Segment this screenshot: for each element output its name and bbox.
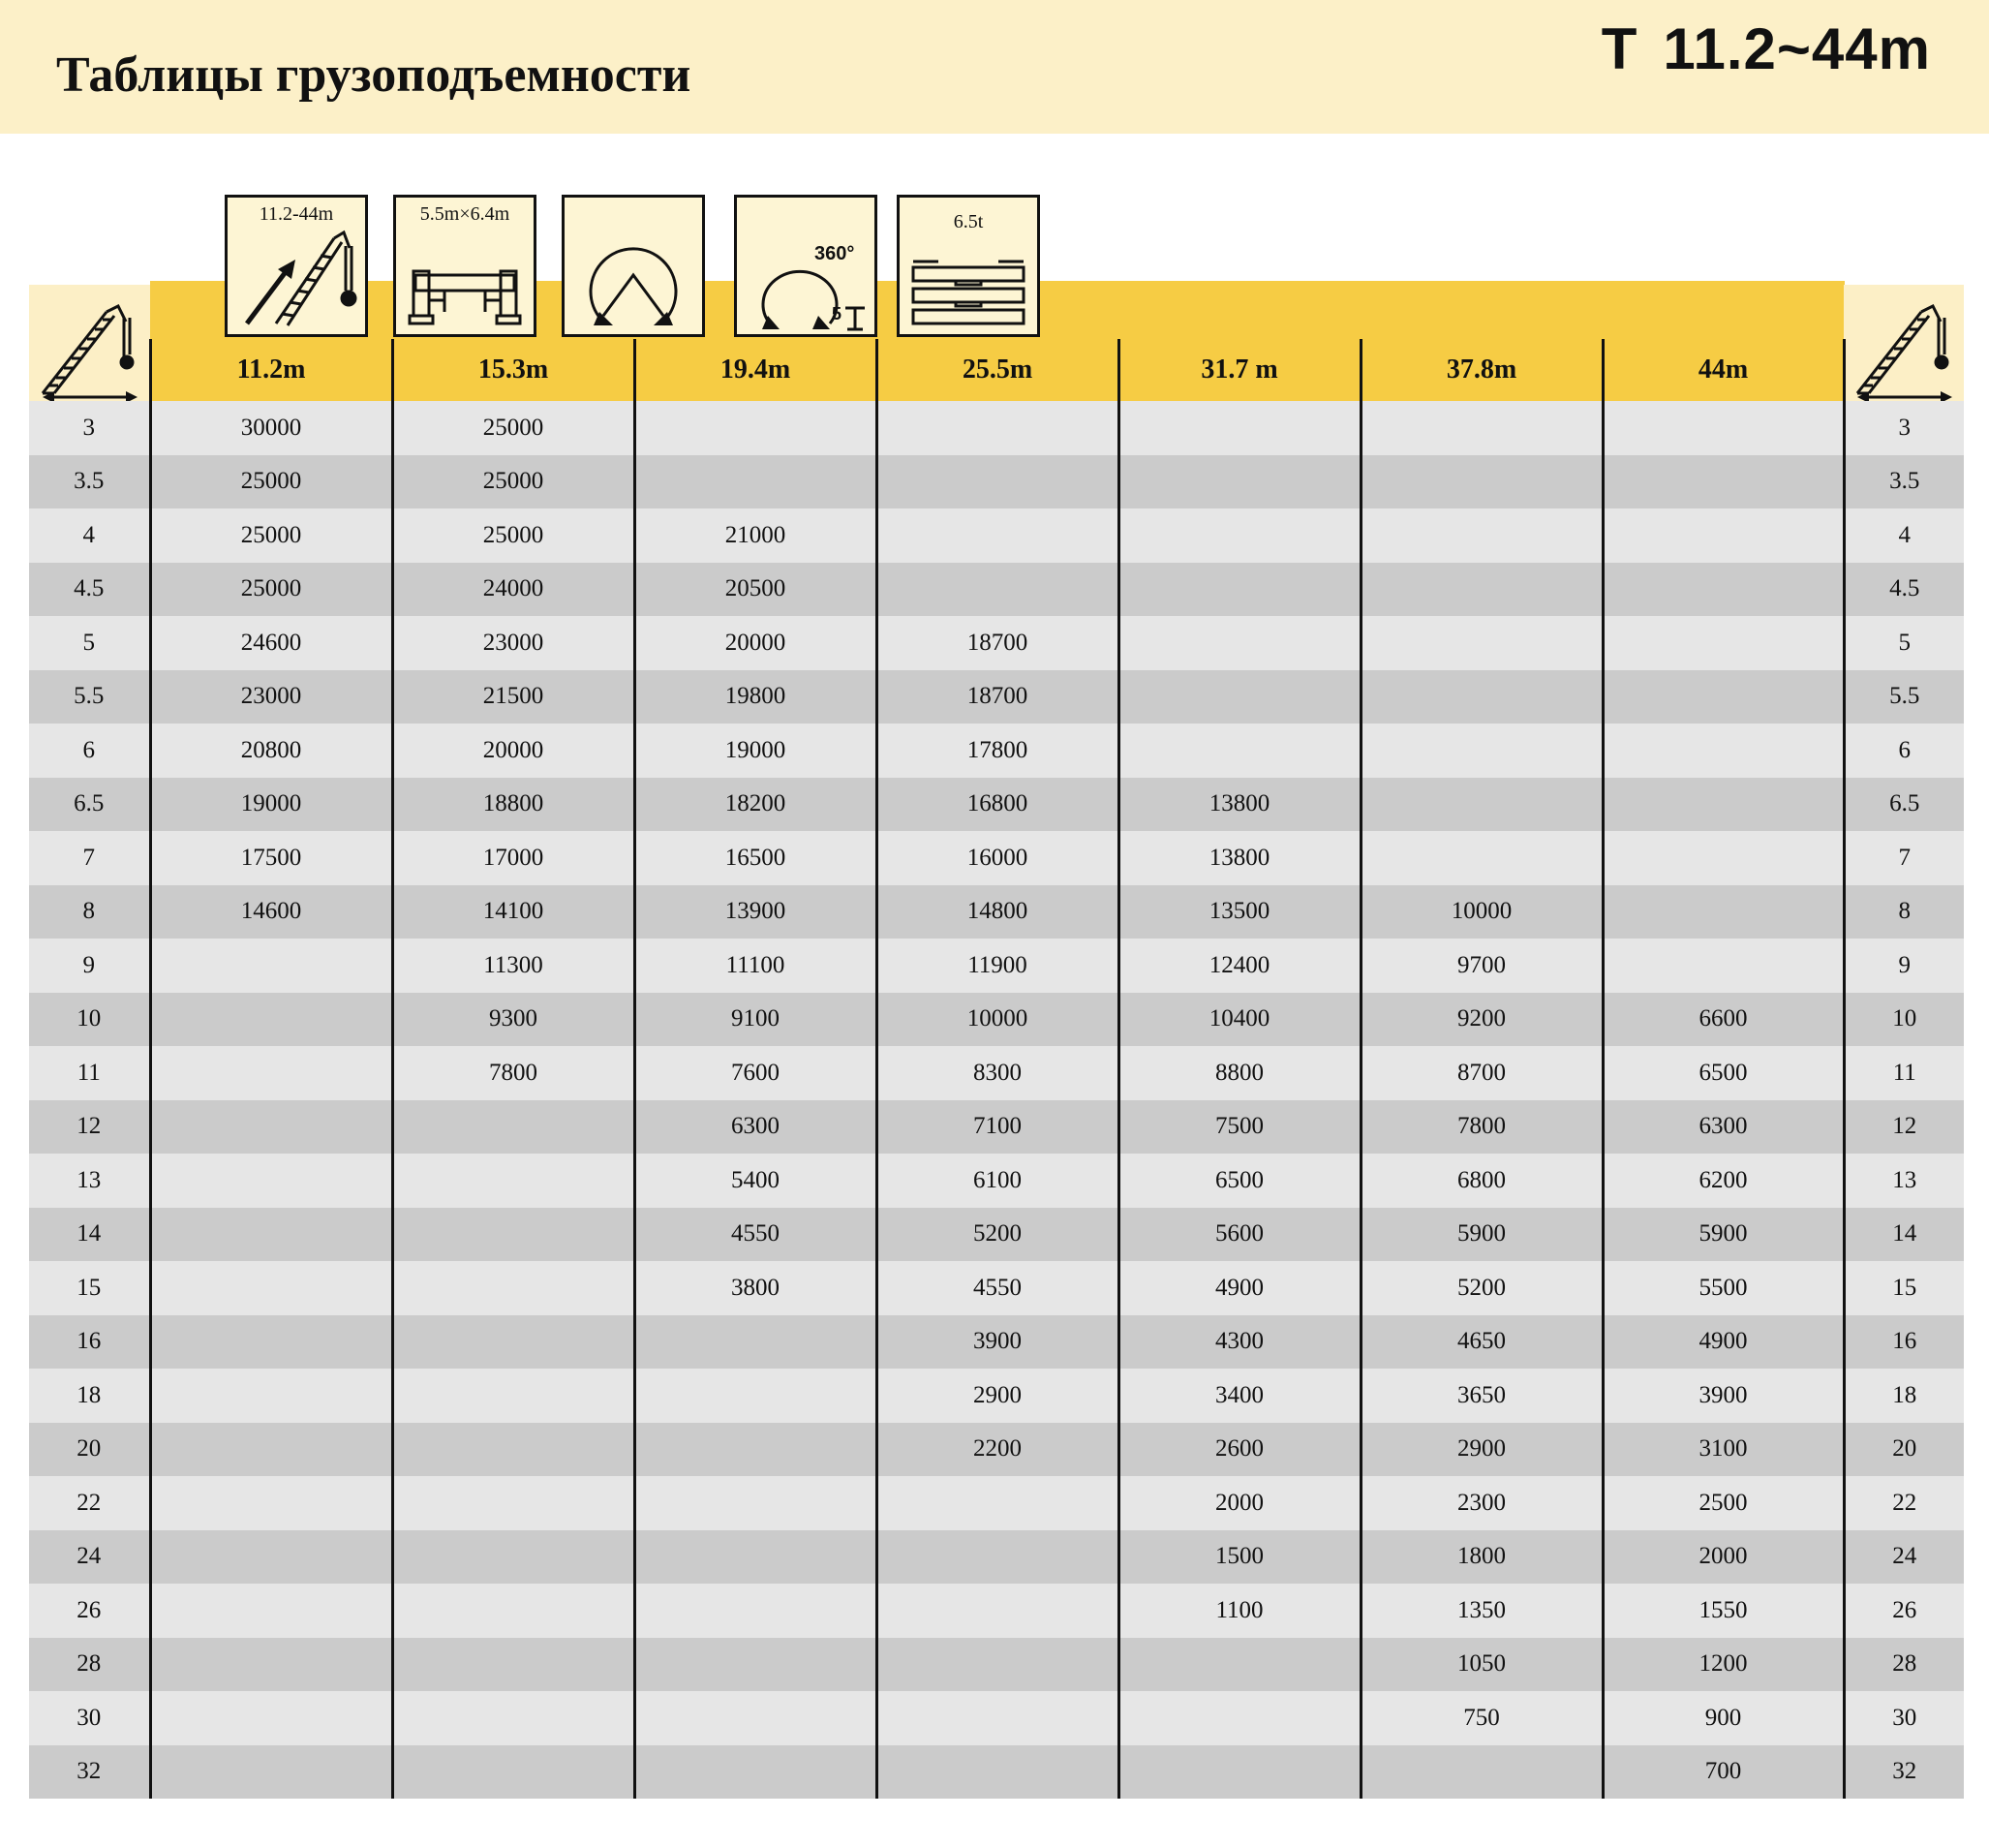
load-value-cell: 8800 — [1118, 1046, 1361, 1100]
load-chart-body — [29, 401, 1964, 1799]
boom-length-header: 31.7 m — [1118, 339, 1361, 401]
load-value-cell — [150, 1154, 392, 1208]
load-value-cell — [1361, 455, 1603, 509]
load-value-cell: 3100 — [1603, 1423, 1844, 1477]
load-value-cell: 7800 — [392, 1046, 634, 1100]
load-value-cell: 4650 — [1361, 1315, 1603, 1370]
load-chart-table — [29, 339, 1964, 1799]
load-value-cell: 21500 — [392, 670, 634, 724]
load-value-cell: 4900 — [1603, 1315, 1844, 1370]
load-value-cell: 5600 — [1118, 1208, 1361, 1262]
radius-cell-left: 6 — [29, 724, 150, 778]
load-value-cell: 7500 — [1118, 1100, 1361, 1155]
radius-cell-right: 3 — [1844, 401, 1964, 455]
load-value-cell — [876, 401, 1118, 455]
load-value-cell — [634, 1745, 876, 1800]
load-value-cell — [392, 1315, 634, 1370]
load-value-cell: 6500 — [1118, 1154, 1361, 1208]
load-value-cell: 19800 — [634, 670, 876, 724]
radius-cell-left: 22 — [29, 1476, 150, 1530]
load-value-cell: 24000 — [392, 563, 634, 617]
load-value-cell — [392, 1208, 634, 1262]
load-value-cell: 25000 — [150, 455, 392, 509]
load-value-cell: 18700 — [876, 670, 1118, 724]
table-row — [29, 1100, 1964, 1155]
load-value-cell — [876, 1530, 1118, 1585]
radius-cell-left: 6.5 — [29, 778, 150, 832]
table-row — [29, 831, 1964, 885]
load-value-cell — [1603, 455, 1844, 509]
load-value-cell: 17000 — [392, 831, 634, 885]
radius-cell-right: 9 — [1844, 939, 1964, 993]
radius-cell-right: 14 — [1844, 1208, 1964, 1262]
table-row — [29, 939, 1964, 993]
outrigger-span-label: 5.5m×6.4m — [419, 203, 510, 225]
load-value-cell: 10000 — [1361, 885, 1603, 939]
radius-cell-right: 7 — [1844, 831, 1964, 885]
table-row — [29, 455, 1964, 509]
load-value-cell: 13800 — [1118, 831, 1361, 885]
load-value-cell: 1200 — [1603, 1638, 1844, 1692]
load-value-cell: 4550 — [634, 1208, 876, 1262]
load-value-cell — [392, 1476, 634, 1530]
load-value-cell: 1350 — [1361, 1584, 1603, 1638]
radius-cell-right: 4 — [1844, 508, 1964, 563]
load-value-cell: 3650 — [1361, 1369, 1603, 1423]
load-value-cell: 1550 — [1603, 1584, 1844, 1638]
load-value-cell — [150, 1691, 392, 1745]
load-value-cell — [876, 1584, 1118, 1638]
radius-cell-left: 15 — [29, 1261, 150, 1315]
table-row — [29, 1423, 1964, 1477]
load-value-cell — [1118, 1745, 1361, 1800]
load-value-cell — [150, 1100, 392, 1155]
model-title — [1602, 15, 1931, 82]
load-value-cell — [1603, 401, 1844, 455]
page-header — [0, 0, 1989, 134]
table-row — [29, 993, 1964, 1047]
load-value-cell — [634, 1369, 876, 1423]
load-value-cell — [150, 939, 392, 993]
load-value-cell: 5400 — [634, 1154, 876, 1208]
column-header-row — [29, 339, 1964, 401]
radius-header-right — [1844, 339, 1964, 401]
boom-length-header: 11.2m — [150, 339, 392, 401]
load-value-cell: 900 — [1603, 1691, 1844, 1745]
load-value-cell: 6300 — [634, 1100, 876, 1155]
radius-cell-right: 18 — [1844, 1369, 1964, 1423]
load-value-cell — [392, 1423, 634, 1477]
table-row — [29, 1691, 1964, 1745]
slewing-360-icon-box — [734, 195, 877, 337]
table-row — [29, 1261, 1964, 1315]
load-value-cell: 750 — [1361, 1691, 1603, 1745]
table-row — [29, 563, 1964, 617]
load-value-cell: 20000 — [634, 616, 876, 670]
radius-cell-right: 20 — [1844, 1423, 1964, 1477]
radius-cell-left: 5 — [29, 616, 150, 670]
radius-cell-left: 4 — [29, 508, 150, 563]
table-row — [29, 401, 1964, 455]
load-value-cell: 3800 — [634, 1261, 876, 1315]
load-value-cell: 9700 — [1361, 939, 1603, 993]
radius-cell-left: 13 — [29, 1154, 150, 1208]
load-value-cell: 1800 — [1361, 1530, 1603, 1585]
load-value-cell — [1603, 939, 1844, 993]
table-row — [29, 1208, 1964, 1262]
boom-length-header: 19.4m — [634, 339, 876, 401]
load-value-cell: 18800 — [392, 778, 634, 832]
load-value-cell: 3900 — [1603, 1369, 1844, 1423]
table-row — [29, 724, 1964, 778]
load-value-cell — [634, 1691, 876, 1745]
table-row — [29, 616, 1964, 670]
load-value-cell: 24600 — [150, 616, 392, 670]
load-value-cell — [1361, 778, 1603, 832]
radius-cell-left: 30 — [29, 1691, 150, 1745]
load-value-cell: 5500 — [1603, 1261, 1844, 1315]
load-value-cell: 6800 — [1361, 1154, 1603, 1208]
load-value-cell: 20000 — [392, 724, 634, 778]
table-row — [29, 1530, 1964, 1585]
load-value-cell: 11100 — [634, 939, 876, 993]
boom-length-header: 44m — [1603, 339, 1844, 401]
model-range: 11.2~44m — [1663, 16, 1931, 81]
load-value-cell — [634, 401, 876, 455]
load-value-cell: 2300 — [1361, 1476, 1603, 1530]
load-value-cell: 18200 — [634, 778, 876, 832]
load-value-cell: 20800 — [150, 724, 392, 778]
load-value-cell — [1361, 508, 1603, 563]
radius-cell-right: 26 — [1844, 1584, 1964, 1638]
radius-cell-right: 30 — [1844, 1691, 1964, 1745]
load-value-cell: 18700 — [876, 616, 1118, 670]
radius-cell-right: 32 — [1844, 1745, 1964, 1800]
radius-cell-right: 8 — [1844, 885, 1964, 939]
radius-cell-left: 12 — [29, 1100, 150, 1155]
load-value-cell: 19000 — [150, 778, 392, 832]
load-value-cell — [392, 1369, 634, 1423]
load-value-cell — [1603, 563, 1844, 617]
load-value-cell: 13800 — [1118, 778, 1361, 832]
load-value-cell: 2000 — [1603, 1530, 1844, 1585]
load-value-cell: 11900 — [876, 939, 1118, 993]
load-value-cell: 2600 — [1118, 1423, 1361, 1477]
counterweight-icon — [900, 198, 1037, 334]
load-value-cell: 5200 — [1361, 1261, 1603, 1315]
load-value-cell — [634, 1423, 876, 1477]
table-row — [29, 885, 1964, 939]
load-value-cell: 6300 — [1603, 1100, 1844, 1155]
radius-cell-right: 11 — [1844, 1046, 1964, 1100]
load-value-cell — [392, 1745, 634, 1800]
load-value-cell — [392, 1154, 634, 1208]
radius-cell-right: 5 — [1844, 616, 1964, 670]
load-value-cell — [1118, 401, 1361, 455]
radius-cell-left: 8 — [29, 885, 150, 939]
load-value-cell: 10400 — [1118, 993, 1361, 1047]
load-value-cell: 30000 — [150, 401, 392, 455]
radius-cell-right: 10 — [1844, 993, 1964, 1047]
load-value-cell: 19000 — [634, 724, 876, 778]
rear-working-area-icon-box — [562, 195, 705, 337]
radius-cell-left: 28 — [29, 1638, 150, 1692]
table-row — [29, 1046, 1964, 1100]
load-value-cell: 1500 — [1118, 1530, 1361, 1585]
table-row — [29, 508, 1964, 563]
load-value-cell — [1603, 724, 1844, 778]
load-value-cell — [1361, 670, 1603, 724]
load-value-cell — [634, 1584, 876, 1638]
load-value-cell — [1118, 616, 1361, 670]
load-value-cell: 1050 — [1361, 1638, 1603, 1692]
load-value-cell: 14800 — [876, 885, 1118, 939]
load-value-cell: 6500 — [1603, 1046, 1844, 1100]
load-value-cell: 17800 — [876, 724, 1118, 778]
load-value-cell: 25000 — [392, 508, 634, 563]
load-value-cell: 20500 — [634, 563, 876, 617]
load-value-cell — [150, 1745, 392, 1800]
load-value-cell: 23000 — [150, 670, 392, 724]
radius-cell-left: 32 — [29, 1745, 150, 1800]
radius-cell-right: 15 — [1844, 1261, 1964, 1315]
load-value-cell — [1361, 724, 1603, 778]
load-value-cell — [150, 1530, 392, 1585]
load-value-cell — [1118, 1691, 1361, 1745]
load-value-cell — [1118, 724, 1361, 778]
load-value-cell — [876, 1638, 1118, 1692]
load-value-cell — [634, 1476, 876, 1530]
load-value-cell: 2000 — [1118, 1476, 1361, 1530]
load-value-cell — [150, 1315, 392, 1370]
load-value-cell: 2900 — [1361, 1423, 1603, 1477]
load-value-cell: 8300 — [876, 1046, 1118, 1100]
load-value-cell — [150, 1476, 392, 1530]
rear-working-area-icon — [565, 198, 702, 334]
load-value-cell: 2500 — [1603, 1476, 1844, 1530]
table-row — [29, 1154, 1964, 1208]
radius-cell-right: 28 — [1844, 1638, 1964, 1692]
load-value-cell: 2900 — [876, 1369, 1118, 1423]
load-value-cell — [150, 1208, 392, 1262]
load-value-cell: 25000 — [150, 508, 392, 563]
load-value-cell — [150, 993, 392, 1047]
radius-cell-right: 4.5 — [1844, 563, 1964, 617]
radius-cell-right: 16 — [1844, 1315, 1964, 1370]
load-value-cell — [1118, 455, 1361, 509]
load-value-cell — [1603, 885, 1844, 939]
radius-cell-left: 4.5 — [29, 563, 150, 617]
counterweight-icon-box — [897, 195, 1040, 337]
load-value-cell — [150, 1046, 392, 1100]
table-row — [29, 1638, 1964, 1692]
load-value-cell: 14600 — [150, 885, 392, 939]
table-row — [29, 1584, 1964, 1638]
load-value-cell: 9300 — [392, 993, 634, 1047]
boom-length-header: 15.3m — [392, 339, 634, 401]
load-value-cell — [1361, 1745, 1603, 1800]
radius-cell-left: 10 — [29, 993, 150, 1047]
slewing-360-icon — [737, 198, 874, 334]
load-value-cell: 11300 — [392, 939, 634, 993]
load-value-cell — [1118, 670, 1361, 724]
radius-cell-right: 6.5 — [1844, 778, 1964, 832]
load-value-cell: 8700 — [1361, 1046, 1603, 1100]
load-value-cell — [392, 1530, 634, 1585]
load-value-cell — [1118, 563, 1361, 617]
load-value-cell — [1361, 401, 1603, 455]
boom-length-icon — [228, 198, 365, 334]
load-value-cell — [1603, 508, 1844, 563]
load-value-cell: 7800 — [1361, 1100, 1603, 1155]
load-value-cell — [1603, 778, 1844, 832]
load-value-cell — [876, 1745, 1118, 1800]
load-value-cell — [392, 1584, 634, 1638]
load-value-cell: 12400 — [1118, 939, 1361, 993]
radius-cell-left: 9 — [29, 939, 150, 993]
load-value-cell — [392, 1100, 634, 1155]
load-value-cell — [150, 1423, 392, 1477]
load-value-cell: 16000 — [876, 831, 1118, 885]
table-row — [29, 1745, 1964, 1800]
radius-cell-left: 16 — [29, 1315, 150, 1370]
radius-cell-right: 13 — [1844, 1154, 1964, 1208]
load-value-cell: 2200 — [876, 1423, 1118, 1477]
radius-cell-right: 22 — [1844, 1476, 1964, 1530]
load-value-cell: 6100 — [876, 1154, 1118, 1208]
page-title: Таблицы грузоподъемности — [56, 47, 691, 103]
load-value-cell: 3900 — [876, 1315, 1118, 1370]
boom-length-header: 25.5m — [876, 339, 1118, 401]
radius-cell-left: 20 — [29, 1423, 150, 1477]
load-value-cell: 25000 — [392, 401, 634, 455]
load-value-cell — [150, 1369, 392, 1423]
load-value-cell: 6200 — [1603, 1154, 1844, 1208]
load-value-cell: 21000 — [634, 508, 876, 563]
outrigger-span-icon-box — [393, 195, 536, 337]
radius-cell-right: 24 — [1844, 1530, 1964, 1585]
load-value-cell: 17500 — [150, 831, 392, 885]
radius-cell-right: 6 — [1844, 724, 1964, 778]
load-value-cell: 7600 — [634, 1046, 876, 1100]
load-value-cell — [1603, 670, 1844, 724]
load-value-cell: 4900 — [1118, 1261, 1361, 1315]
load-value-cell — [876, 563, 1118, 617]
load-value-cell: 16500 — [634, 831, 876, 885]
outrigger-span-icon — [396, 198, 534, 334]
radius-cell-left: 14 — [29, 1208, 150, 1262]
load-value-cell — [150, 1638, 392, 1692]
load-value-cell: 7100 — [876, 1100, 1118, 1155]
radius-cell-left: 3.5 — [29, 455, 150, 509]
load-value-cell: 14100 — [392, 885, 634, 939]
load-value-cell — [150, 1584, 392, 1638]
load-value-cell — [392, 1638, 634, 1692]
load-value-cell: 5200 — [876, 1208, 1118, 1262]
load-value-cell — [634, 455, 876, 509]
load-value-cell: 25000 — [150, 563, 392, 617]
radius-cell-left: 11 — [29, 1046, 150, 1100]
load-value-cell: 16800 — [876, 778, 1118, 832]
radius-cell-left: 7 — [29, 831, 150, 885]
radius-cell-left: 26 — [29, 1584, 150, 1638]
load-value-cell: 3400 — [1118, 1369, 1361, 1423]
radius-header-left — [29, 339, 150, 401]
load-value-cell — [1118, 508, 1361, 563]
load-value-cell: 5900 — [1361, 1208, 1603, 1262]
boom-length-icon-box — [225, 195, 368, 337]
load-value-cell — [392, 1691, 634, 1745]
radius-cell-left: 24 — [29, 1530, 150, 1585]
load-value-cell: 6600 — [1603, 993, 1844, 1047]
radius-cell-right: 12 — [1844, 1100, 1964, 1155]
load-value-cell — [634, 1315, 876, 1370]
load-value-cell — [1361, 616, 1603, 670]
radius-cell-left: 3 — [29, 401, 150, 455]
table-row — [29, 670, 1964, 724]
slewing-angle-text: 360° — [814, 243, 855, 264]
load-value-cell: 25000 — [392, 455, 634, 509]
table-row — [29, 1369, 1964, 1423]
load-value-cell — [876, 1691, 1118, 1745]
load-value-cell: 700 — [1603, 1745, 1844, 1800]
load-value-cell — [1603, 831, 1844, 885]
table-row — [29, 1476, 1964, 1530]
counterweight-label: 6.5t — [953, 211, 984, 232]
radius-cell-left: 18 — [29, 1369, 150, 1423]
load-value-cell: 1100 — [1118, 1584, 1361, 1638]
load-value-cell: 9100 — [634, 993, 876, 1047]
radius-cell-right: 3.5 — [1844, 455, 1964, 509]
table-row — [29, 1315, 1964, 1370]
load-value-cell: 23000 — [392, 616, 634, 670]
load-value-cell — [634, 1530, 876, 1585]
radius-cell-left: 5.5 — [29, 670, 150, 724]
load-value-cell — [392, 1261, 634, 1315]
load-value-cell: 13500 — [1118, 885, 1361, 939]
table-row — [29, 778, 1964, 832]
load-value-cell — [1361, 563, 1603, 617]
radius-cell-right: 5.5 — [1844, 670, 1964, 724]
slewing-side-text: 5 — [832, 304, 842, 323]
load-value-cell: 4550 — [876, 1261, 1118, 1315]
load-value-cell — [876, 508, 1118, 563]
load-value-cell — [1603, 616, 1844, 670]
load-value-cell: 4300 — [1118, 1315, 1361, 1370]
load-value-cell: 13900 — [634, 885, 876, 939]
boom-length-label: 11.2-44m — [259, 203, 334, 225]
load-value-cell — [634, 1638, 876, 1692]
model-letter: T — [1601, 16, 1638, 81]
load-value-cell — [876, 1476, 1118, 1530]
boom-length-header: 37.8m — [1361, 339, 1603, 401]
load-value-cell: 10000 — [876, 993, 1118, 1047]
load-value-cell — [876, 455, 1118, 509]
load-value-cell — [1361, 831, 1603, 885]
load-value-cell: 5900 — [1603, 1208, 1844, 1262]
load-value-cell — [150, 1261, 392, 1315]
load-value-cell: 9200 — [1361, 993, 1603, 1047]
load-value-cell — [1118, 1638, 1361, 1692]
